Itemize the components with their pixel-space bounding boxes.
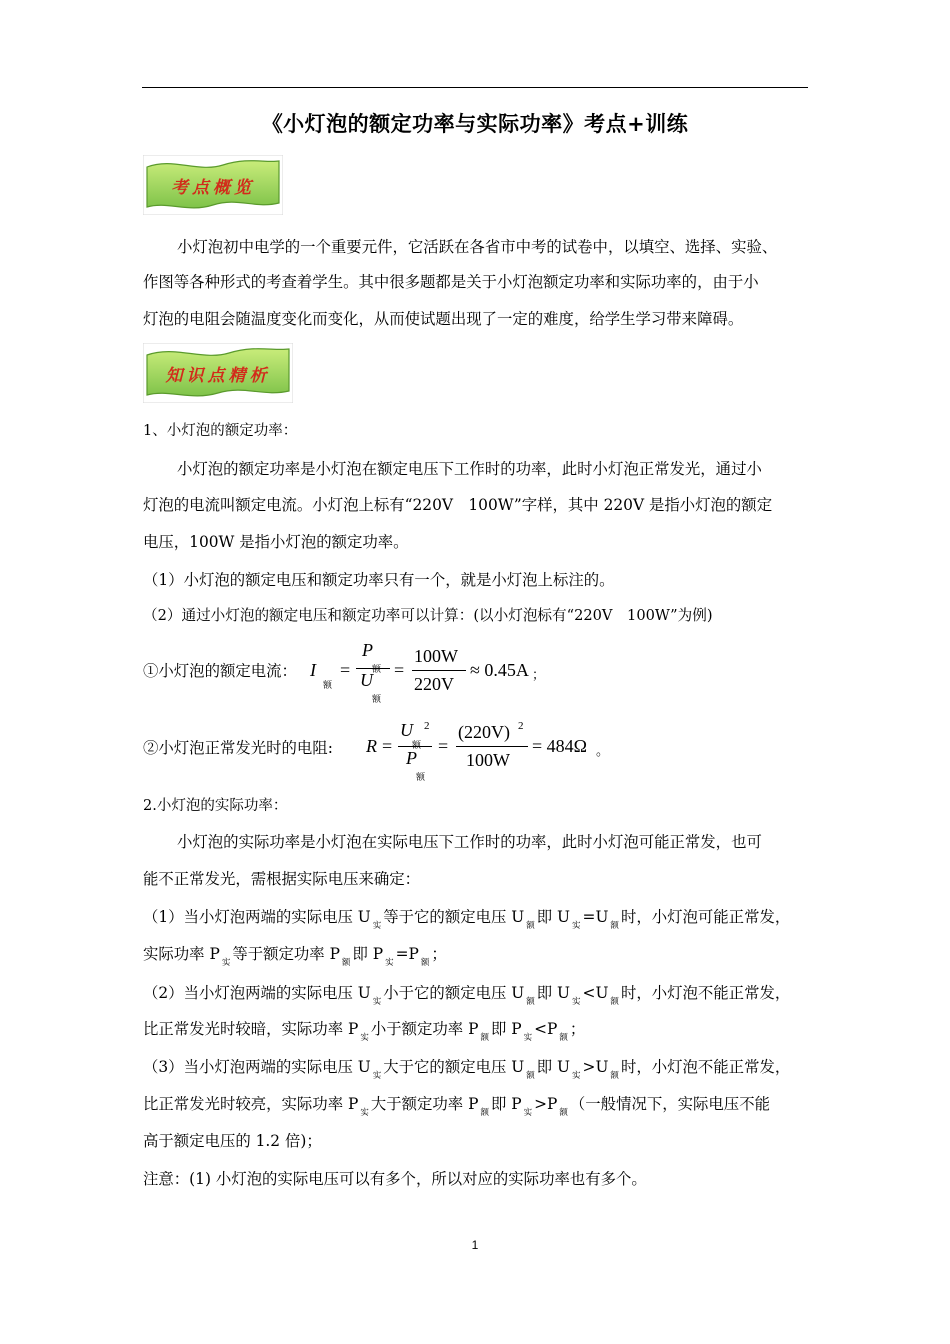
eq1-num: P xyxy=(362,640,373,660)
intro-line-1: 小灯泡初中电学的一个重要元件，它活跃在各省市中考的试卷中，以填空、选择、实验、 xyxy=(177,238,778,256)
eq1-tail: ； xyxy=(532,667,546,682)
eq1-den-sub: 额 xyxy=(372,694,382,704)
section1-item-2: （2）通过小灯泡的额定电压和额定功率可以计算：(以小灯泡标有“220V 100W”为例) xyxy=(143,607,713,624)
case3-line-a: （3）当小灯泡两端的实际电压 U $_实$ 大于它的额定电压 U $_额$ 即 U $_实$ >U $_额$ 时，小灯泡不能正常发， xyxy=(143,1058,791,1081)
section1-para-3: 电压，100W 是指小灯泡的额定功率。 xyxy=(143,533,409,551)
eq2-num: U xyxy=(400,720,413,740)
section2-heading: 2.小灯泡的实际功率： xyxy=(143,798,288,814)
intro-line-2: 作图等各种形式的考查着学生。其中很多题都是关于小灯泡额定功率和实际功率的，由于小 xyxy=(143,273,759,291)
case1-line-b: 实际功率 P $_实$ 等于额定功率 P $_额$ 即 P $_实$ =P $_额$ ； xyxy=(143,945,447,968)
section2-para-1: 小灯泡的实际功率是小灯泡在实际电压下工作时的功率，此时小灯泡可能正常发，也可 xyxy=(177,833,762,851)
eq2-den-sub: 额 xyxy=(416,772,426,782)
banner-overview-label: 考点概览 xyxy=(171,177,255,198)
case3-line-b: 比正常发光时较亮，实际功率 P $_实$ 大于额定功率 P $_额$ 即 P $_实$ >P $_额$ （一般情况下，实际电压不能 xyxy=(143,1095,770,1118)
eq1-den: U xyxy=(360,670,373,690)
eq1-lhs-sub: 额 xyxy=(323,680,333,690)
eq2-den: P xyxy=(406,748,417,768)
eq2-den2: 100W xyxy=(466,750,510,770)
section1-item-1: （1）小灯泡的额定电压和额定功率只有一个，就是小灯泡上标注的。 xyxy=(143,571,615,589)
eq1-lhs: I xyxy=(310,660,316,680)
eq1-den2: 220V xyxy=(414,674,454,694)
banner-analysis-label: 知识点精析 xyxy=(165,365,271,386)
eq2-num2-sup: 2 xyxy=(518,720,524,732)
eq1-label: ①小灯泡的额定电流： xyxy=(143,662,297,680)
banner-analysis xyxy=(143,343,293,403)
eq1-num2: 100W xyxy=(414,646,458,666)
page-number: 1 xyxy=(471,1238,479,1252)
eq2-result: = 484Ω xyxy=(532,736,588,756)
eq2-num-sub: 额 xyxy=(412,740,422,750)
case2-line-b: 比正常发光时较暗，实际功率 P $_实$ 小于额定功率 P $_额$ 即 P $_实$ <P $_额$ ； xyxy=(143,1020,586,1043)
eq1-result: ≈ 0.45A xyxy=(470,660,529,680)
eq1-num-sub: 额 xyxy=(372,664,382,674)
header-rule xyxy=(142,87,808,88)
eq2-tail: 。 xyxy=(596,743,610,758)
section1-heading: 1、小灯泡的额定功率： xyxy=(143,423,298,439)
banner-overview xyxy=(143,155,283,215)
page-title: 《小灯泡的额定功率与实际功率》考点+训练 xyxy=(261,112,689,136)
eq2-lhs: R xyxy=(366,736,377,756)
note-line: 注意：(1) 小灯泡的实际电压可以有多个，所以对应的实际功率也有多个。 xyxy=(143,1170,647,1188)
eq2-sup: 2 xyxy=(424,720,430,732)
intro-line-3: 灯泡的电阻会随温度变化而变化，从而使试题出现了一定的难度，给学生学习带来障碍。 xyxy=(143,310,744,328)
section1-para-2: 灯泡的电流叫额定电流。小灯泡上标有“220V 100W”字样，其中 220V 是指小灯泡的额定 xyxy=(143,496,773,514)
case3-line-c: 高于额定电压的 1.2 倍)； xyxy=(143,1132,322,1150)
eq2-label: ②小灯泡正常发光时的电阻: xyxy=(143,739,333,757)
eq2-num2: (220V) xyxy=(458,722,510,742)
case1-line-a: （1）当小灯泡两端的实际电压 U $_实$ 等于它的额定电压 U $_额$ 即 U $_实$ =U $_额$ 时，小灯泡可能正常发， xyxy=(143,908,791,931)
case2-line-a: （2）当小灯泡两端的实际电压 U $_实$ 小于它的额定电压 U $_额$ 即 U $_实$ <U $_额$ 时，小灯泡不能正常发， xyxy=(143,984,791,1007)
section2-para-2: 能不正常发光，需根据实际电压来确定： xyxy=(143,870,421,888)
section1-para-1: 小灯泡的额定功率是小灯泡在额定电压下工作时的功率，此时小灯泡正常发光，通过小 xyxy=(177,460,762,478)
